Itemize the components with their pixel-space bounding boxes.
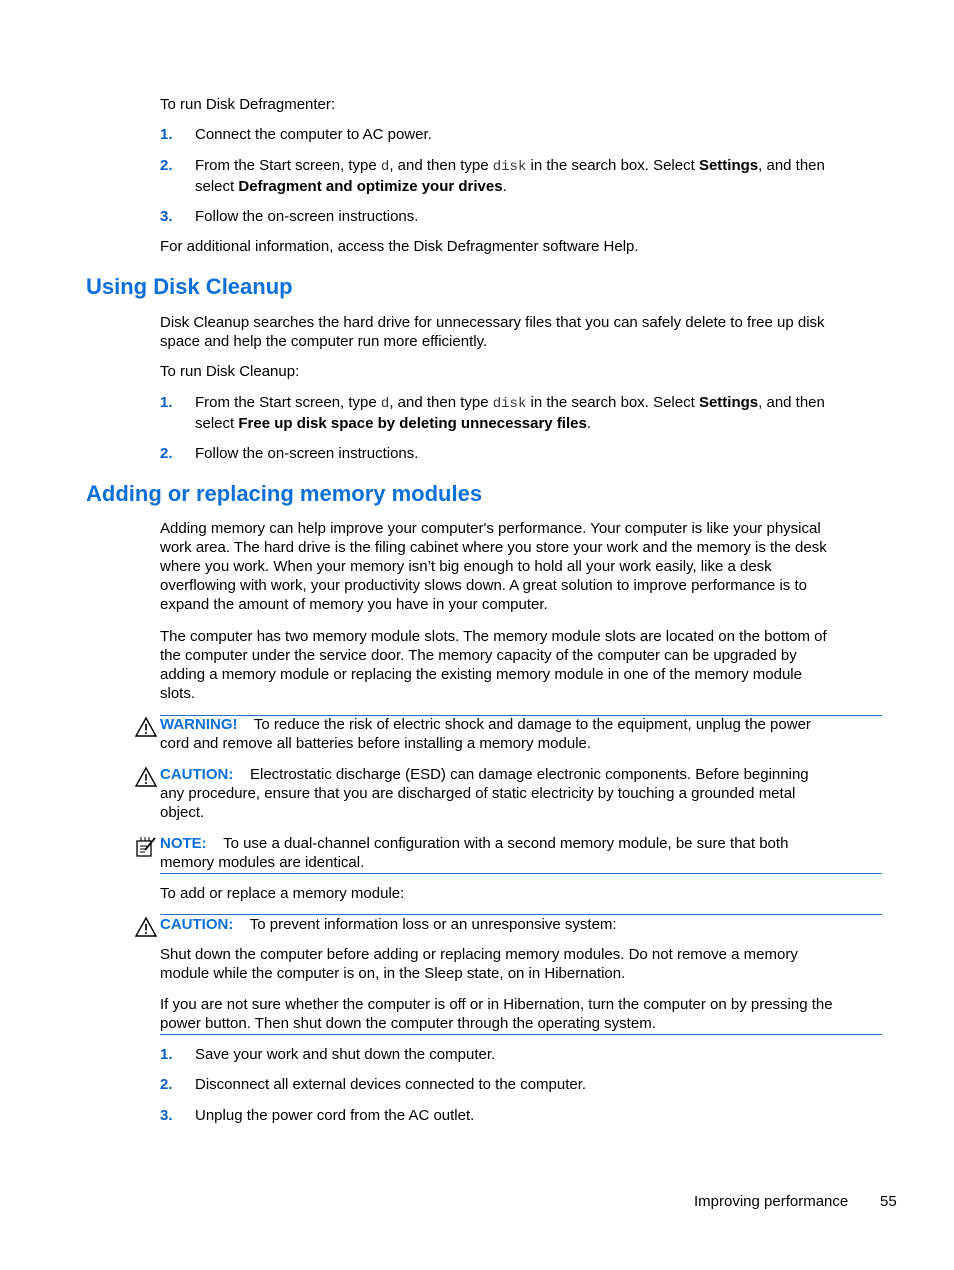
caution-icon [135,916,157,938]
caution-paragraph: Shut down the computer before adding or replacing memory modules. Do not remove a memory module while the computer is on, in the Sleep state, on in Hibernation. [160,946,798,982]
step-text: From the Start screen, type d, and then type disk in the search box. Select Settings, and then select Free up disk space by deleting unnecessary files. [195,394,825,432]
step-text: Follow the on-screen instructions. [195,208,419,225]
step-text: Follow the on-screen instructions. [195,445,419,462]
step-text: Save your work and shut down the computer. [195,1046,496,1063]
note-label: NOTE: [160,835,207,852]
caution-text: CAUTION: Electrostatic discharge (ESD) can damage electronic components. Before beginning any procedure, ensure that you are discharged of static electricity by touching a grounded metal object. [160,766,809,821]
heading-disk-cleanup: Using Disk Cleanup [86,274,293,299]
page-number: 55 [880,1193,897,1210]
step-text: Connect the computer to AC power. [195,126,432,143]
heading-memory-modules: Adding or replacing memory modules [86,481,483,506]
memory-paragraph-1: Adding memory can help improve your computer's performance. Your computer is like your physical work area. The hard drive is the filing cabinet where you store your work and the memory is the desk where you work. When your memory isn’t big enough to hold all your work easily, like a desk overflowing with work, your productivity slows down. A great solution to improve performance is to expand the amount of memory you have in your computer. [160,520,827,613]
step-text: Disconnect all external devices connected to the computer. [195,1076,587,1093]
memory-lead: To add or replace a memory module: [160,885,405,902]
cleanup-lead: To run Disk Cleanup: [160,363,300,380]
step-number: 1. [160,1046,173,1063]
step-number: 2. [160,1076,173,1093]
warning-label: WARNING! [160,716,238,733]
step-number: 2. [160,157,173,174]
memory-paragraph-2: The computer has two memory module slots. The memory module slots are located on the bottom of the computer under the service door. The memory capacity of the computer can be upgraded by adding a memory module or replacing the existing memory module in one of the memory module slots. [160,628,827,702]
caution-text: CAUTION: To prevent information loss or an unresponsive system: [160,916,617,933]
step-number: 2. [160,445,173,462]
step-number: 3. [160,1107,173,1124]
step-number: 3. [160,208,173,225]
step-number: 1. [160,126,173,143]
caution-icon [135,766,157,788]
defrag-lead: To run Disk Defragmenter: [160,96,336,113]
footer-section-title: Improving performance [694,1193,849,1210]
warning-icon [135,716,157,738]
note-rule [160,873,882,874]
step-text: Unplug the power cord from the AC outlet. [195,1107,475,1124]
caution-paragraph: If you are not sure whether the computer is off or in Hibernation, turn the computer on by pressing the power button. Then shut down the computer through the operating system. [160,996,833,1032]
caution-rule-bottom [160,1034,882,1035]
cleanup-description: Disk Cleanup searches the hard drive for unnecessary files that you can safely delete to free up disk space and help the computer run more efficiently. [160,314,825,350]
step-number: 1. [160,394,173,411]
caution-label: CAUTION: [160,916,234,933]
note-icon [135,836,157,858]
note-text: NOTE: To use a dual-channel configuration with a second memory module, be sure that both memory modules are identical. [160,835,789,871]
warning-text: WARNING! To reduce the risk of electric shock and damage to the equipment, unplug the power cord and remove all batteries before installing a memory module. [160,716,811,752]
defrag-help-note: For additional information, access the Disk Defragmenter software Help. [160,238,639,255]
step-text: From the Start screen, type d, and then type disk in the search box. Select Settings, and then select Defragment and optimize your drives. [195,157,825,195]
caution-label: CAUTION: [160,766,234,783]
